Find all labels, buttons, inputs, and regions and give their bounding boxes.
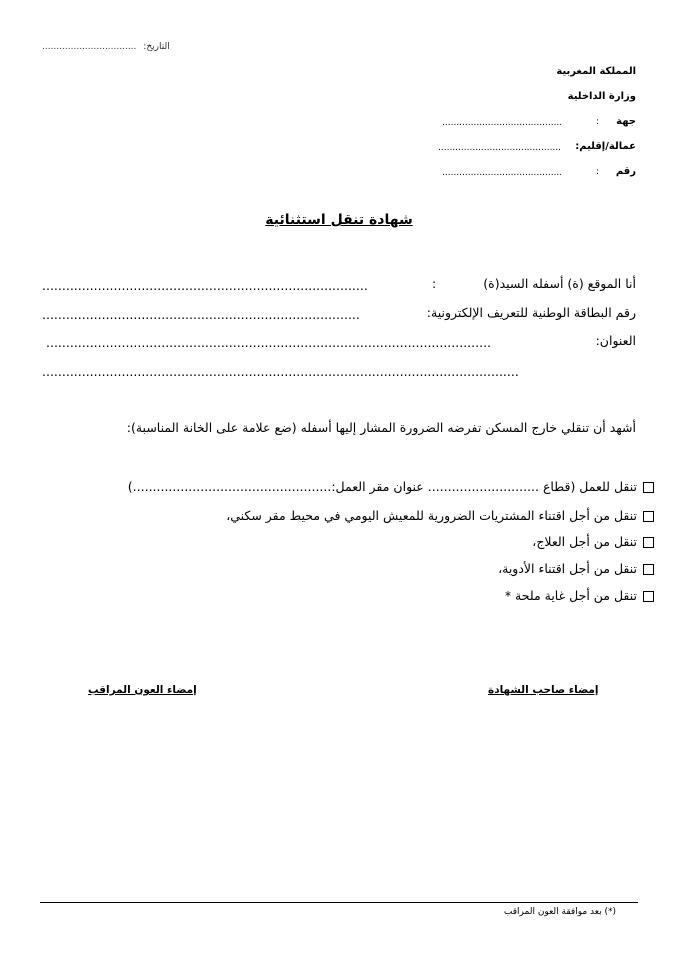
checkbox[interactable]	[643, 482, 654, 493]
option-urgent[interactable]	[505, 588, 654, 603]
region-dots: ..........................................	[442, 118, 563, 128]
page-title: شهادة تنقل استثنائية	[265, 212, 413, 228]
date-line	[42, 42, 170, 52]
kingdom-label: المملكة المغربية	[556, 66, 636, 77]
checkbox[interactable]	[643, 511, 654, 522]
ministry-label: وزارة الداخلية	[567, 91, 636, 102]
cin-label: رقم البطاقة الوطنية للتعريف الإلكترونية:	[426, 305, 636, 320]
number-colon: :	[596, 167, 600, 177]
footnote: (*) بعد موافقة العون المراقب	[503, 907, 616, 917]
option-label: تنقل من أجل العلاج،	[532, 534, 637, 549]
option-label: تنقل للعمل (قطاع ............................ عنوان مقر العمل:..................................................)	[127, 479, 637, 494]
officer-signature-label: إمضاء العون المراقب	[88, 684, 197, 696]
address-dots-line2[interactable]: ........................................................................................................................	[42, 364, 519, 379]
signatory-colon: :	[432, 276, 437, 291]
date-label: التاريخ:	[143, 42, 170, 52]
address-label: العنوان:	[595, 333, 636, 348]
option-label: تنقل من أجل اقتناء الأدوية،	[498, 561, 637, 576]
option-shopping[interactable]	[226, 508, 654, 523]
signatory-dots[interactable]: ..................................................................................	[42, 278, 368, 293]
date-dots: .................................	[42, 42, 137, 52]
address-dots[interactable]: ................................................................................................................	[46, 335, 492, 350]
cin-dots[interactable]: ................................................................................	[42, 307, 360, 322]
prefecture-dots: ...........................................	[438, 143, 562, 153]
signatory-label: أنا الموقع (ة) أسفله السيد(ة)	[483, 276, 636, 291]
region-label: جهة	[616, 116, 636, 127]
region-colon: :	[596, 117, 600, 127]
option-label: تنقل من أجل غاية ملحة *	[504, 588, 637, 603]
option-work[interactable]	[128, 479, 654, 494]
prefecture-label: عمالة/إقليم:	[575, 141, 636, 152]
option-treatment[interactable]	[532, 534, 654, 549]
checkbox[interactable]	[643, 564, 654, 575]
option-label: تنقل من أجل اقتناء المشتريات الضرورية للمعيش اليومي في محيط مقر سكني،	[226, 508, 637, 523]
checkbox[interactable]	[643, 537, 654, 548]
declaration-text: أشهد أن تنقلي خارج المسكن تفرضه الضرورة المشار إليها أسفله (ضع علامة على الخانة المناسبة):	[126, 420, 636, 435]
holder-signature-label: إمضاء صاحب الشهادة	[488, 684, 599, 696]
number-label: رقم	[615, 166, 636, 177]
option-medicine[interactable]	[498, 561, 654, 576]
checkbox[interactable]	[643, 591, 654, 602]
footnote-divider	[40, 902, 638, 903]
number-dots: ..........................................	[442, 168, 563, 178]
